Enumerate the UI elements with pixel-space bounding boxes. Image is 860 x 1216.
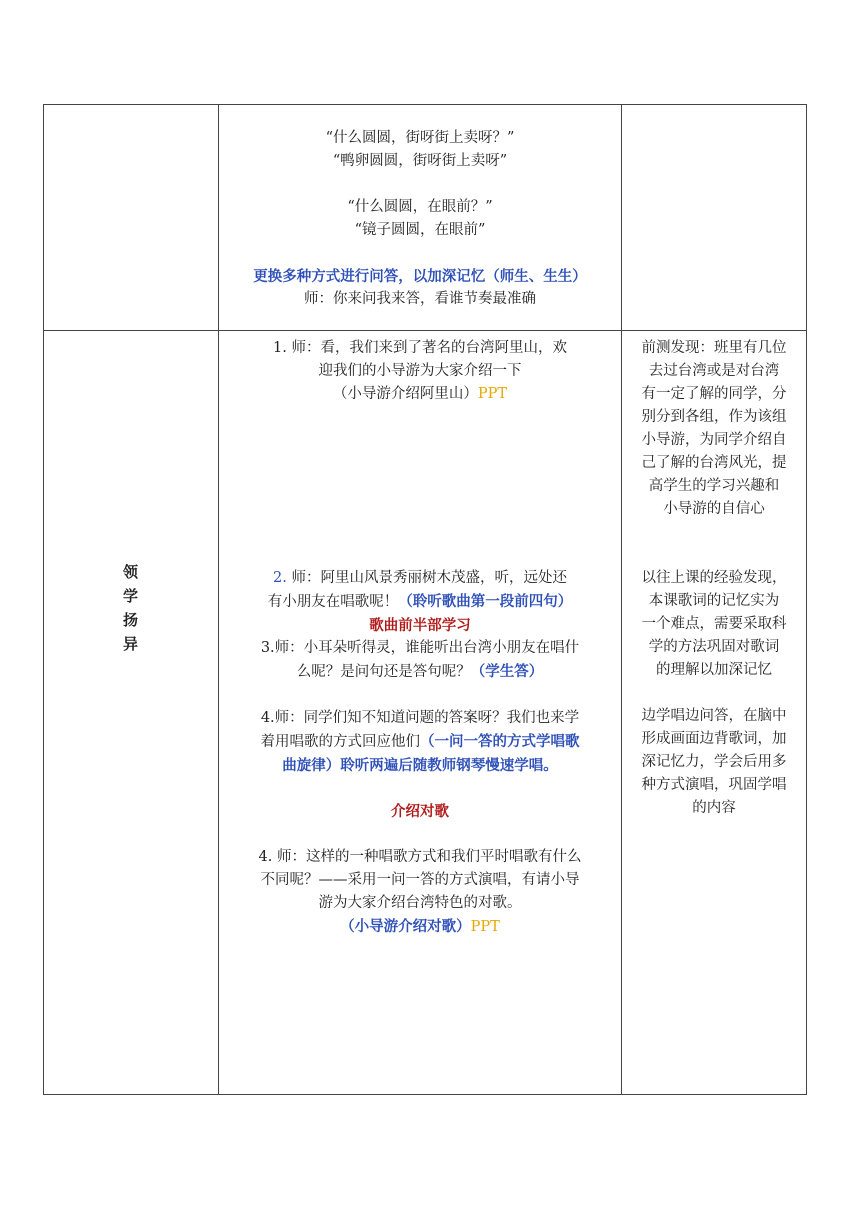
note-line: 的内容 (692, 800, 736, 816)
note-line: 有一定了解的同学，分 (641, 386, 787, 402)
step-4-note: 曲旋律）聆听两遍后随教师钢琴慢速学唱。 (282, 757, 558, 774)
note-line: 的理解以加深记忆 (656, 662, 772, 678)
step-3-line: 3.师：小耳朵听得灵，谁能听出台湾小朋友在唱什 (260, 640, 580, 656)
note-line: 边学唱边问答，在脑中 (641, 708, 787, 724)
method-note: 更换多种方式进行问答，以加深记忆（师生、生生） (253, 268, 587, 285)
table-row (44, 105, 807, 331)
note-line: 去过台湾或是对台湾 (648, 363, 780, 379)
section-cell (44, 331, 219, 1095)
ppt-tag: PPT (470, 919, 500, 935)
section-label-char: 学 (122, 587, 138, 605)
step-3-line: 么呢？是问句还是答句呢？ (296, 664, 471, 680)
section-label-char: 异 (122, 635, 138, 653)
note-line: 本课歌词的记忆实为 (648, 593, 780, 609)
note-line: 己了解的台湾风光，提 (641, 455, 787, 471)
section-heading: 介绍对歌 (391, 803, 449, 820)
activity-cell (219, 105, 622, 331)
note-line: 小导游的自信心 (663, 501, 765, 517)
step-1-line: 迎我们的小导游为大家介绍一下 (318, 363, 522, 379)
table-row (44, 331, 807, 1095)
section-heading: 歌曲前半部学习 (369, 617, 471, 634)
section-cell-empty (44, 105, 219, 331)
step-5-line: 游为大家介绍台湾特色的对歌。 (318, 895, 522, 911)
answer-line: “镜子圆圆，在眼前” (354, 222, 486, 238)
step-2-note: （聆听歌曲第一段前四句） (398, 593, 573, 610)
section-label-char: 领 (122, 563, 138, 581)
section-label-char: 扬 (122, 611, 138, 629)
note-line: 深记忆力，学会后用多 (641, 754, 787, 770)
activity-cell (219, 331, 622, 1095)
step-1-line: （小导游介绍阿里山） (332, 386, 478, 402)
notes-cell-empty (622, 105, 807, 331)
note-line: 别分到各组，作为该组 (641, 409, 787, 425)
note-line: 小导游，为同学介绍自 (641, 432, 787, 448)
note-line: 学的方法巩固对歌词 (648, 639, 780, 655)
step-5-line: 4. 师：这样的一种唱歌方式和我们平时唱歌有什么 (258, 849, 582, 865)
answer-line: “鸭卵圆圆，街呀街上卖呀” (332, 153, 508, 169)
step-5-note: （小导游介绍对歌） (340, 918, 471, 935)
ppt-tag: PPT (477, 386, 508, 402)
note-line: 种方式演唱，巩固学唱 (641, 777, 787, 793)
step-3-note: （学生答） (470, 663, 544, 680)
step-4-note: （一问一答的方式学唱歌 (420, 733, 580, 750)
notes-cell (622, 331, 807, 1095)
step-1-line: 1. 师：看，我们来到了著名的台湾阿里山，欢 (273, 340, 567, 356)
note-line: 一个难点，需要采取科 (641, 616, 787, 632)
note-line: 前测发现：班里有几位 (641, 340, 787, 356)
step-4-line: 4.师：同学们知不知道问题的答案呀？我们也来学 (260, 710, 580, 726)
question-line: “什么圆圆，街呀街上卖呀？” (325, 130, 515, 146)
teacher-line: 师：你来问我来答，看谁节奏最准确 (304, 291, 536, 307)
note-line: 以往上课的经验发现， (641, 570, 787, 586)
step-2-number: 2. (273, 570, 287, 586)
note-line: 形成画面边背歌词，加 (641, 731, 787, 747)
step-5-line: 不同呢？——采用一问一答的方式演唱，有请小导 (260, 872, 580, 888)
step-2-line: 有小朋友在唱歌呢！ (267, 594, 399, 610)
step-4-line: 着用唱歌的方式回应他们 (260, 734, 420, 750)
question-line: “什么圆圆，在眼前？” (347, 199, 493, 215)
section-label (43, 560, 218, 656)
note-line: 高学生的学习兴趣和 (648, 478, 780, 494)
step-2-line: 师：阿里山风景秀丽树木茂盛，听，远处还 (286, 570, 567, 586)
